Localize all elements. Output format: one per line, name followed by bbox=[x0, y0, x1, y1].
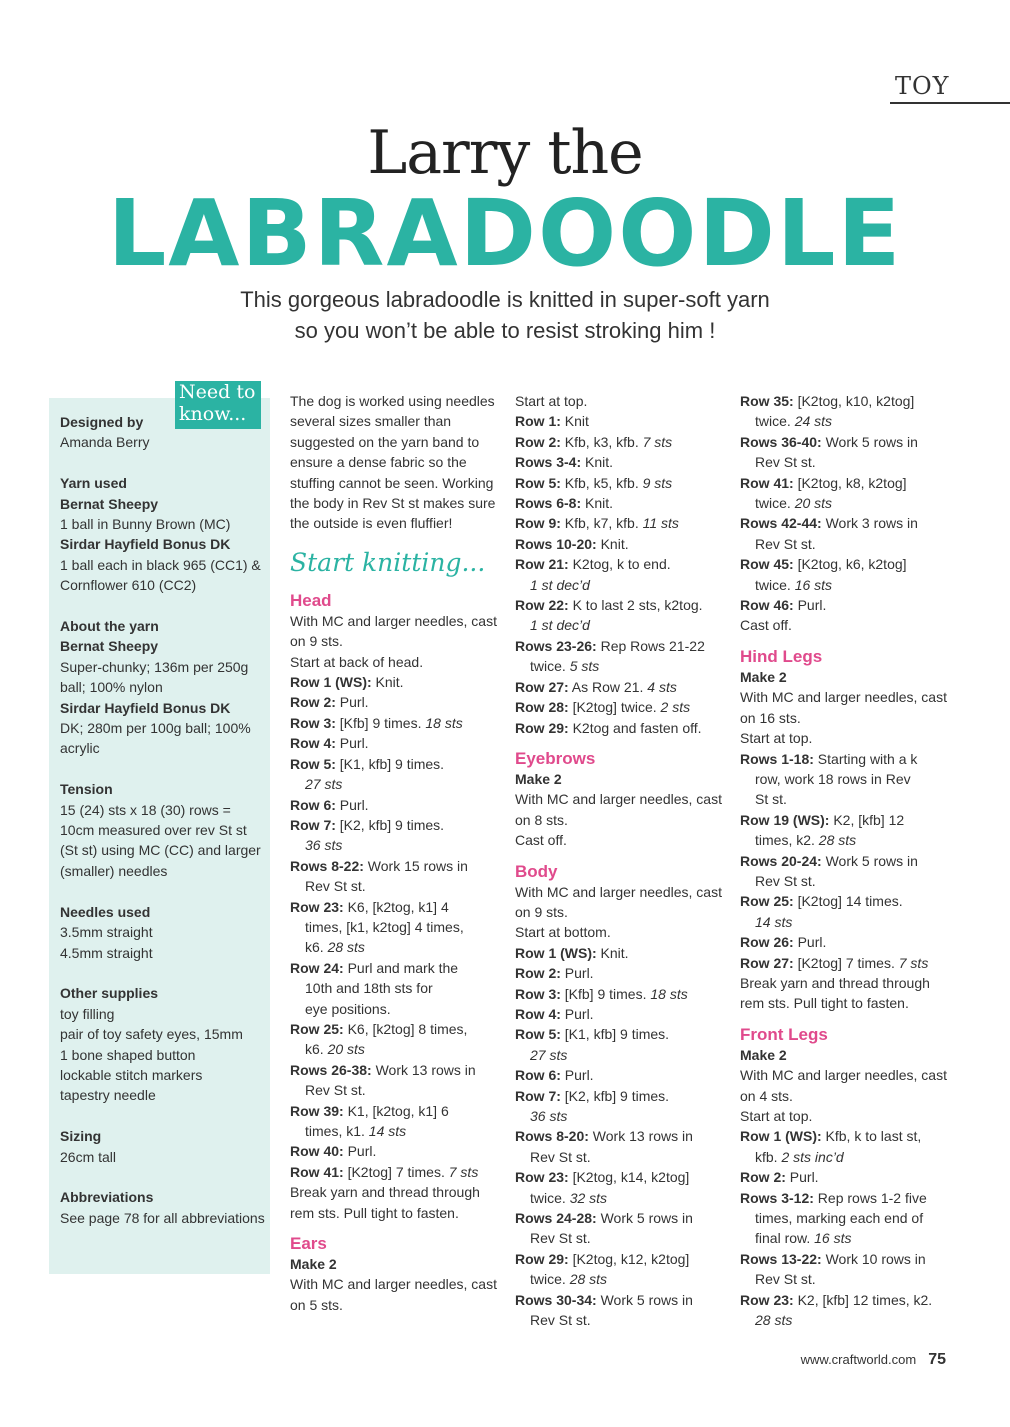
row-instruction: Row 7: [K2, kfb] 9 times. bbox=[515, 1087, 670, 1104]
section-tag bbox=[890, 70, 1010, 104]
instruction: Break yarn and thread through rem sts. Pull tight to fasten. bbox=[290, 1184, 480, 1221]
row-instruction: Row 7: [K2, kfb] 9 times. bbox=[290, 816, 445, 833]
row-instruction: Rows 26-38: Work 13 rows in bbox=[290, 1061, 476, 1078]
need-to-know-label: Need to know... bbox=[175, 381, 261, 429]
column-3 bbox=[740, 391, 952, 1330]
row-continuation: Rev St st. bbox=[755, 535, 816, 552]
row-continuation: row, work 18 rows in Rev bbox=[755, 770, 911, 787]
row-continuation: kfb. 2 sts inc’d bbox=[755, 1148, 844, 1165]
row-instruction: Rows 23-26: Rep Rows 21-22 bbox=[515, 637, 705, 654]
needle-item: 4.5mm straight bbox=[60, 944, 153, 961]
row-instruction: Row 19 (WS): K2, [kfb] 12 bbox=[740, 811, 905, 828]
row-instruction: Rows 6-8: Knit. bbox=[515, 495, 614, 512]
row-continuation: times, marking each end of bbox=[755, 1210, 924, 1227]
abbreviations-heading: Abbreviations bbox=[60, 1189, 154, 1206]
row-continuation: twice. 16 sts bbox=[755, 576, 833, 593]
instruction: Cast off. bbox=[515, 832, 567, 849]
ears-heading: Ears bbox=[290, 1234, 327, 1254]
about1-desc: Super-chunky; 136m per 250g ball; 100% nylon bbox=[60, 658, 249, 696]
instruction: With MC and larger needles, cast on 8 sts. bbox=[515, 791, 722, 828]
row-instruction: Row 23: K6, [k2tog, k1] 4 bbox=[290, 898, 449, 915]
row-instruction: Row 28: [K2tog] twice. 2 sts bbox=[515, 699, 691, 716]
row-instruction: Row 41: [K2tog, k8, k2tog] bbox=[740, 474, 907, 491]
row-instruction: Row 41: [K2tog] 7 times. 7 sts bbox=[290, 1163, 479, 1180]
row-instruction: Row 25: [K2tog] 14 times. bbox=[740, 893, 903, 910]
instruction: With MC and larger needles, cast on 16 sts. bbox=[740, 689, 947, 726]
row-instruction: Rows 24-28: Work 5 rows in bbox=[515, 1210, 693, 1227]
sidebar-other-supplies bbox=[60, 983, 265, 1105]
instruction: Start at bottom. bbox=[515, 924, 611, 941]
row-instruction: Row 5: [K1, kfb] 9 times. bbox=[290, 755, 445, 772]
row-continuation: Rev St st. bbox=[305, 1082, 366, 1099]
needle-item: 3.5mm straight bbox=[60, 924, 153, 941]
sidebar-yarn-used bbox=[60, 473, 265, 595]
row-instruction: Row 1 (WS): Knit. bbox=[515, 944, 629, 961]
row-continuation: Rev St st. bbox=[530, 1312, 591, 1329]
row-instruction: Rows 42-44: Work 3 rows in bbox=[740, 515, 918, 532]
sidebar-content bbox=[60, 412, 265, 1249]
sidebar-abbreviations bbox=[60, 1187, 265, 1228]
row-continuation: Rev St st. bbox=[530, 1148, 591, 1165]
sidebar-needles bbox=[60, 902, 265, 963]
row-continuation: Rev St st. bbox=[305, 878, 366, 895]
row-count: 14 sts bbox=[755, 913, 793, 930]
row-instruction: Row 39: K1, [k2tog, k1] 6 bbox=[290, 1102, 449, 1119]
column-2 bbox=[515, 391, 727, 1330]
row-instruction: Row 6: Purl. bbox=[515, 1067, 594, 1084]
row-instruction: Row 22: K to last 2 sts, k2tog. bbox=[515, 597, 703, 614]
instruction: Start at back of head. bbox=[290, 653, 424, 670]
row-continuation: Rev St st. bbox=[755, 454, 816, 471]
row-instruction: Row 29: [K2tog, k12, k2tog] bbox=[515, 1250, 690, 1267]
about-yarn-heading: About the yarn bbox=[60, 618, 159, 635]
row-instruction: Row 1: Knit bbox=[515, 413, 589, 430]
row-continuation: Rev St st. bbox=[530, 1230, 591, 1247]
supply-item: 1 bone shaped button bbox=[60, 1046, 196, 1063]
row-continuation: twice. 28 sts bbox=[530, 1271, 608, 1288]
page-number: 75 bbox=[928, 1351, 946, 1368]
row-continuation: k6. 28 sts bbox=[305, 939, 365, 956]
designed-by-heading: Designed by bbox=[60, 414, 144, 430]
section-tag-label: TOY bbox=[895, 72, 950, 100]
row-instruction: Row 21: K2tog, k to end. bbox=[515, 556, 671, 573]
instruction: Cast off. bbox=[740, 617, 792, 634]
yarn1-qty: 1 ball in Bunny Brown (MC) bbox=[60, 516, 231, 533]
front-legs-heading: Front Legs bbox=[740, 1024, 828, 1044]
instruction: Break yarn and thread through rem sts. Pull tight to fasten. bbox=[740, 974, 930, 1012]
row-continuation: 10th and 18th sts for bbox=[305, 980, 433, 997]
title-line2: LABRADOODLE bbox=[107, 180, 903, 287]
row-instruction: Row 4: Purl. bbox=[515, 1005, 594, 1022]
intro bbox=[0, 284, 1010, 346]
row-instruction: Row 2: Kfb, k3, kfb. 7 sts bbox=[515, 433, 673, 450]
row-continuation: Rev St st. bbox=[755, 1271, 816, 1288]
body-heading: Body bbox=[515, 861, 558, 881]
intro-line2: so you won’t be able to resist stroking him ! bbox=[294, 318, 716, 343]
row-instruction: Rows 13-22: Work 10 rows in bbox=[740, 1250, 926, 1267]
pattern-intro: The dog is worked using needles several sizes smaller than suggested on the yarn band to ensure a dense fabric so the stuffing cannot be seen. Working the body in Rev St st makes sure the outside is even fluffier! bbox=[290, 393, 496, 532]
sidebar-designed-by bbox=[60, 412, 265, 453]
sidebar-tension bbox=[60, 779, 265, 881]
title-line1: Larry the bbox=[367, 118, 643, 188]
about1-name: Bernat Sheepy bbox=[60, 638, 159, 655]
row-count: 27 sts bbox=[305, 776, 343, 793]
yarn2-qty: 1 ball each in black 965 (CC1) & Cornflower 610 (CC2) bbox=[60, 556, 261, 594]
row-continuation: eye positions. bbox=[305, 1000, 391, 1017]
row-continuation: times, k1. 14 sts bbox=[305, 1123, 407, 1139]
row-instruction: Row 2: Purl. bbox=[290, 694, 369, 711]
supply-item: tapestry needle bbox=[60, 1087, 156, 1104]
row-instruction: Rows 10-20: Knit. bbox=[515, 535, 629, 552]
row-instruction: Row 45: [K2tog, k6, k2tog] bbox=[740, 556, 907, 573]
make-count: Make 2 bbox=[515, 770, 562, 787]
row-instruction: Row 46: Purl. bbox=[740, 597, 827, 614]
eyebrows-heading: Eyebrows bbox=[515, 748, 596, 768]
sizing-text: 26cm tall bbox=[60, 1148, 117, 1165]
row-instruction: Row 1 (WS): Knit. bbox=[290, 674, 404, 691]
yarn-used-heading: Yarn used bbox=[60, 475, 127, 492]
row-continuation: times, k2. 28 sts bbox=[755, 832, 857, 849]
row-instruction: Row 5: [K1, kfb] 9 times. bbox=[515, 1026, 670, 1043]
row-continuation: times, [k1, k2tog] 4 times, bbox=[305, 918, 464, 935]
make-count: Make 2 bbox=[290, 1256, 337, 1273]
sizing-heading: Sizing bbox=[60, 1128, 102, 1145]
intro-line1: This gorgeous labradoodle is knitted in super-soft yarn bbox=[240, 287, 770, 312]
yarn1-name: Bernat Sheepy bbox=[60, 495, 159, 512]
supply-item: pair of toy safety eyes, 15mm bbox=[60, 1026, 243, 1043]
row-instruction: Rows 8-22: Work 15 rows in bbox=[290, 857, 468, 874]
needles-heading: Needles used bbox=[60, 903, 151, 920]
column-1 bbox=[290, 391, 502, 1315]
footer-url: www.craftworld.com bbox=[800, 1352, 917, 1367]
row-continuation: twice. 5 sts bbox=[530, 658, 600, 675]
row-count: 36 sts bbox=[530, 1108, 568, 1124]
sidebar-sizing bbox=[60, 1126, 265, 1167]
row-count: 28 sts bbox=[755, 1312, 793, 1329]
row-continuation: St st. bbox=[755, 791, 787, 808]
row-instruction: Rows 30-34: Work 5 rows in bbox=[515, 1291, 693, 1308]
row-count: 27 sts bbox=[530, 1046, 568, 1063]
row-instruction: Rows 1-18: Starting with a k bbox=[740, 750, 918, 767]
make-count: Make 2 bbox=[740, 1046, 787, 1063]
instruction: Start at top. bbox=[740, 1108, 813, 1124]
row-count: 1 st dec’d bbox=[530, 617, 590, 634]
tension-text: 15 (24) sts x 18 (30) rows = 10cm measured over rev St st (St st) using MC (CC) and larger (smaller) needles bbox=[60, 801, 261, 879]
hind-legs-heading: Hind Legs bbox=[740, 646, 823, 666]
row-continuation: twice. 20 sts bbox=[755, 495, 833, 512]
row-instruction: Row 26: Purl. bbox=[740, 934, 827, 951]
row-instruction: Rows 8-20: Work 13 rows in bbox=[515, 1128, 693, 1145]
instruction: Start at top. bbox=[515, 393, 588, 409]
row-instruction: Row 27: [K2tog] 7 times. 7 sts bbox=[740, 954, 929, 971]
about2-desc: DK; 280m per 100g ball; 100% acrylic bbox=[60, 720, 251, 757]
row-count: 1 st dec’d bbox=[530, 576, 590, 593]
instruction: With MC and larger needles, cast on 9 sts. bbox=[515, 883, 722, 920]
supply-item: lockable stitch markers bbox=[60, 1066, 203, 1083]
instruction: With MC and larger needles, cast on 5 sts. bbox=[290, 1276, 497, 1313]
row-instruction: Row 2: Purl. bbox=[740, 1169, 819, 1186]
tension-heading: Tension bbox=[60, 781, 113, 798]
sidebar-about-yarn bbox=[60, 616, 265, 759]
instruction: With MC and larger needles, cast on 9 sts. bbox=[290, 612, 497, 650]
row-instruction: Row 3: [Kfb] 9 times. 18 sts bbox=[290, 714, 463, 731]
row-continuation: twice. 32 sts bbox=[530, 1189, 608, 1206]
row-instruction: Row 6: Purl. bbox=[290, 796, 369, 813]
row-instruction: Row 4: Purl. bbox=[290, 735, 369, 752]
instruction: Start at top. bbox=[740, 730, 813, 747]
row-instruction: Row 23: [K2tog, k14, k2tog] bbox=[515, 1169, 690, 1186]
instruction: With MC and larger needles, cast on 4 sts. bbox=[740, 1067, 947, 1104]
designer-name: Amanda Berry bbox=[60, 434, 150, 451]
row-instruction: Row 40: Purl. bbox=[290, 1143, 377, 1160]
about2-name: Sirdar Hayfield Bonus DK bbox=[60, 699, 231, 716]
row-instruction: Row 24: Purl and mark the bbox=[290, 959, 459, 976]
row-instruction: Row 23: K2, [kfb] 12 times, k2. bbox=[740, 1291, 933, 1308]
start-knitting-heading: Start knitting... bbox=[290, 547, 486, 577]
row-instruction: Row 29: K2tog and fasten off. bbox=[515, 719, 702, 736]
row-instruction: Row 5: Kfb, k5, kfb. 9 sts bbox=[515, 474, 673, 491]
row-instruction: Row 1 (WS): Kfb, k to last st, bbox=[740, 1128, 922, 1145]
row-count: 36 sts bbox=[305, 837, 343, 854]
abbreviations-text: See page 78 for all abbreviations bbox=[60, 1209, 265, 1226]
row-instruction: Row 27: As Row 21. 4 sts bbox=[515, 678, 677, 695]
row-instruction: Row 9: Kfb, k7, kfb. 11 sts bbox=[515, 515, 679, 532]
head-heading: Head bbox=[290, 590, 332, 610]
yarn2-name: Sirdar Hayfield Bonus DK bbox=[60, 536, 231, 553]
row-instruction: Rows 3-4: Knit. bbox=[515, 454, 614, 471]
row-instruction: Row 2: Purl. bbox=[515, 965, 594, 982]
row-continuation: final row. 16 sts bbox=[755, 1230, 852, 1247]
page-footer bbox=[801, 1351, 946, 1369]
row-instruction: Row 25: K6, [k2tog] 8 times, bbox=[290, 1020, 468, 1037]
row-instruction: Rows 20-24: Work 5 rows in bbox=[740, 852, 918, 869]
row-instruction: Rows 3-12: Rep rows 1-2 five bbox=[740, 1189, 927, 1206]
other-supplies-heading: Other supplies bbox=[60, 985, 159, 1002]
row-continuation: twice. 24 sts bbox=[755, 413, 833, 430]
supply-item: toy filling bbox=[60, 1005, 115, 1022]
row-instruction: Row 3: [Kfb] 9 times. 18 sts bbox=[515, 985, 688, 1002]
make-count: Make 2 bbox=[740, 668, 787, 685]
row-continuation: k6. 20 sts bbox=[305, 1041, 365, 1058]
row-continuation: Rev St st. bbox=[755, 872, 816, 889]
row-instruction: Rows 36-40: Work 5 rows in bbox=[740, 433, 918, 450]
row-instruction: Row 35: [K2tog, k10, k2tog] bbox=[740, 393, 915, 409]
